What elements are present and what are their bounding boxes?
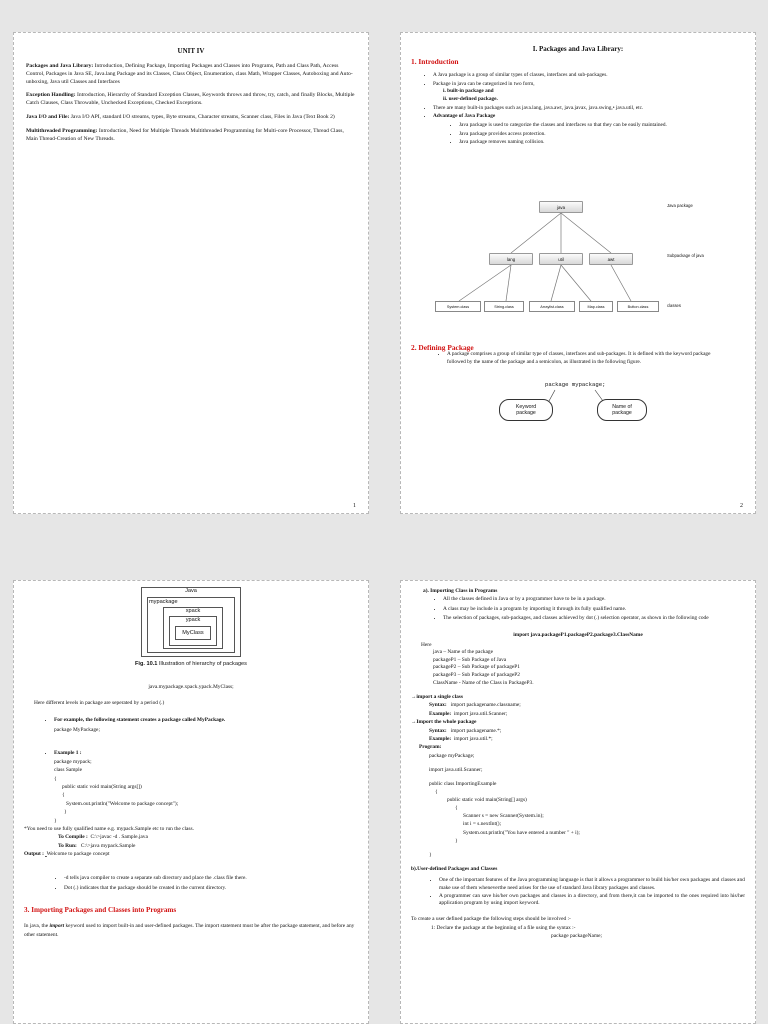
label-ypack: ypack [185,617,201,623]
unit-title: UNIT IV [177,47,205,55]
list-item: • There are many built-in packages such as java.lang, java.awt, java.javax, java.swing,• java.util, etc. [433,105,745,113]
document-page-4 [400,580,756,1024]
defining-package-heading: 2. Defining Package [411,343,474,352]
levels-text: Here different levels in package are seperated by a period (.) [34,700,165,707]
callout-name: Name of package [597,399,647,421]
page-number: 2 [740,503,743,509]
list-item: • -d tells java compiler to create a separate sub directory and place the .class file there. [64,874,358,882]
label-classes: classes [667,303,681,308]
list-item: • Java package removes naming collision. [459,139,745,147]
section-b-heading: b).User-defined Packages and Classes [411,865,498,872]
topic-threads: Multithreaded Programming: Introduction, Need for Multiple Threads Multithreaded Programming for Multi-core Processor, Thread Class, Main Thread-Creation of New Threads. [26,127,344,142]
page-number: 1 [353,503,356,509]
label-xpack: xpack [185,608,201,614]
tree-node-java: java [539,201,583,213]
package-tree-diagram [421,193,741,323]
list-item: • Java package provides access protection. [459,131,745,139]
package-hierarchy-figure [135,587,247,681]
list-item: • All the classes defined in Java or by a programmer have to be in a package. [443,595,745,603]
import-syntax: import java.packageP1.packageP2.package3.ClassName [513,631,643,638]
list-item: • A Java package is a group of similar types of classes, interfaces and sub-packages. [433,72,745,80]
label-subpackage: Subpackage of java [667,253,704,258]
example1-label: • Example 1 : [54,749,358,757]
importing-text: In java, the import keyword used to import built-in and user-defined packages. The import statement must be after the package statement, and before any other statement. [24,923,355,938]
import-single-heading: →import a single class [411,694,463,701]
document-page-1 [13,32,369,514]
import-whole-heading: →Import the whole package [411,719,477,726]
form-builtin: i. built-in package and [443,88,494,95]
list-item: • The selection of packages, sub-packages, and classes achieved by dot (.) selection operator, as shown in the following code [443,614,745,622]
note-text: *You need to use fully qualified name e.g. mypack.Sample etc to run the class. [24,825,194,832]
list-item: • Java package is used to categorize the classes and interfaces so that they can be easily maintained. [459,122,745,130]
list-item: • A package comprises a group of similar type of classes, interfaces and sub-packages. It is defined with the keyword package followed by the name of the package and a semicolon, as illustrated in the following figure. [447,351,711,366]
advantage-heading: • Advantage of Java Package [433,113,745,121]
here-list: java – Name of the package packageP1 – Sub Package of Java packageP2 – Sub Package of packageP1 packageP3 – Sub Package of packageP2 ClassName - Name of the Class in PackageP3. [433,649,534,686]
class-box: System.class [435,301,481,312]
step-1: 1: Declare the package at the beginning of a file using the syntax :- [431,924,576,931]
example-code: package MyPackage; [54,727,100,734]
section-a-heading: a). Importing Class in Programs [423,588,498,594]
program-code: package myPackage; import java.util.Scanner; public class ImportingExample { public static void main(String[] args) { Scanner s = new Scanner(System.in); int i = s.nextInt(); System.out.println("You have entered a number " + i); } } [429,752,580,858]
tree-node-lang: lang [489,253,533,265]
class-box: Button.class [617,301,659,312]
steps-intro: To create a user defined package the following steps should be involved :- [411,916,571,923]
package-statement-figure [491,381,661,441]
program-label: Program: [419,744,442,751]
class-box: String.class [484,301,524,312]
form-user: ii. user-defined package. [443,96,498,103]
example1-code: package mypack; class Sample { public static void main(String args[]) { System.out.println("Welcome to package concept"); } } [54,758,179,824]
section-title: I. Packages and Java Library: [532,45,624,53]
list-item: • A class may be include in a program by importing it through its fully qualified name. [443,605,745,613]
label-java: Java [185,588,197,594]
tree-node-awt: awt [589,253,633,265]
list-item: • Dot (.) indicates that the package should be created in the current directory. [64,884,358,892]
callout-keyword: Keyword package [499,399,553,421]
topic-io: Java I/O and File: Java I/O API, standard I/O streams, types, Byte streams, Character streams, Scanner class, Files in Java (Text Book 2) [26,114,335,121]
list-item: • A programmer can save his/her own packages and classes in a directory, and from there,it can be imported to the ones required into his/her application program by using import keyword. [439,893,745,908]
topic-exceptions: Exception Handling: Introduction, Hierarchy of Standard Exception Classes, Keywords throws and throw, try, catch, and finally Blocks, Multiple Catch Clauses, Class Throwable, Unchecked Exceptions, Checked Exceptions. [26,92,355,107]
whole-syntax: Syntax: import packagename.*; [429,727,502,734]
class-box: Arraylist.class [529,301,575,312]
class-box: Map.class [579,301,613,312]
compile-line: To Compile : C:\>javac -d . Sample.java [58,834,148,841]
list-item: • One of the important features of the Java programming language is that it allows a programmer to build his/her own packages and classes and make use of them wheneverthe need arises for the use of standard Java library packages and classes. [439,877,745,892]
path-line: java.mypackage.xpack.ypack.MyClass; [148,684,234,690]
example-bullet: • For example, the following statement creates a package called MyPackage. [54,716,358,724]
box-myclass: MyClass [175,626,211,640]
here-label: Here [421,641,432,648]
list-item: • Package in java can be categorized in two form, i. built-in package and ii. user-defined package. [433,81,745,104]
label-mypackage: mypackage [149,599,178,605]
tree-node-util: util [539,253,583,265]
output-line: Output : Welcome to package concept [24,851,110,857]
whole-example: Example: import java.util.*; [429,735,493,742]
step-1-code: package packageName; [551,933,603,940]
package-statement: package mypackage; [545,381,606,388]
single-example: Example: import java.util.Scanner; [429,710,508,717]
document-page-2 [400,32,756,514]
run-line: To Run: C:\>java mypack.Sample [58,842,136,849]
figure-caption: Fig. 10.1 Illustration of hierarchy of packages [135,661,247,667]
topic-packages: Packages and Java Library: Introduction, Defining Package, Importing Packages and Classes into Programs, Path and Class Path, Access Control, Packages in Java SE, Java.lang Package and its Classes, Class Object, Enumeration, class Math, Wrapper Classes, Autoboxing and Auto-unboxing, Java util Classes and Interfaces [26,63,353,85]
label-java-package: Java package [667,203,693,208]
document-page-3 [13,580,369,1024]
single-syntax: Syntax: import packagename.classname; [429,702,521,709]
importing-heading: 3. Importing Packages and Classes into Programs [24,906,177,915]
introduction-heading: 1. Introduction [411,57,459,66]
